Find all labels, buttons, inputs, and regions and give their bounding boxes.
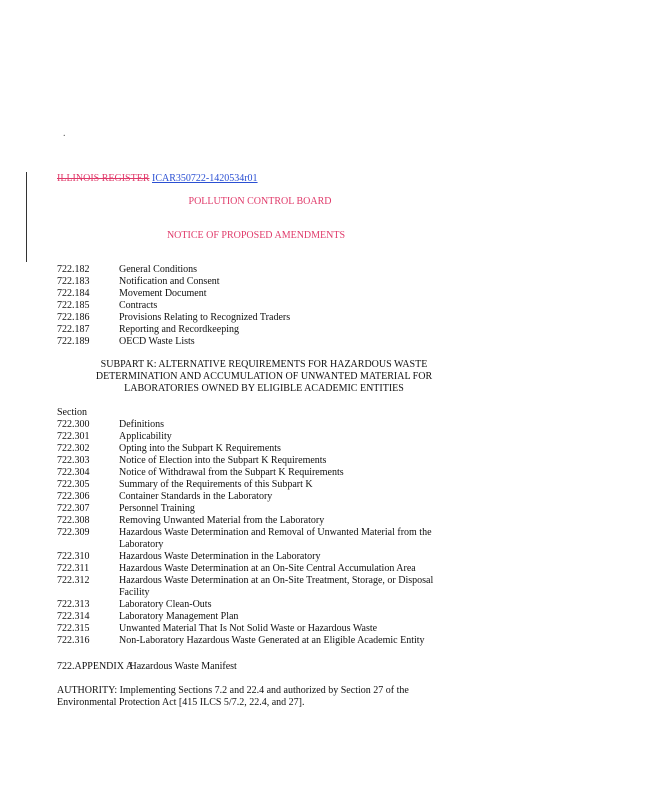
toc-row	[57, 623, 464, 635]
toc-row	[57, 551, 464, 563]
section-number: 722.183	[57, 276, 90, 287]
section-number: 722.301	[57, 431, 90, 442]
section-number: 722.305	[57, 479, 90, 490]
section-number: 722.187	[57, 324, 90, 335]
authority-note: AUTHORITY: Implementing Sections 7.2 and 22.4 and authorized by Section 27 of the Environmental Protection Act [415 ILCS 5/7.2, 22.4, and 27].	[57, 685, 409, 708]
section-title: Laboratory Clean-Outs	[119, 599, 212, 610]
toc-row	[57, 324, 464, 336]
section-title: Notice of Election into the Subpart K Requirements	[119, 455, 327, 466]
section-title: Definitions	[119, 419, 164, 430]
section-title: Non-Laboratory Hazardous Waste Generated at an Eligible Academic Entity	[119, 635, 425, 646]
section-title: Unwanted Material That Is Not Solid Waste or Hazardous Waste	[119, 623, 378, 634]
section-title: Contracts	[119, 300, 158, 311]
agency-heading: POLLUTION CONTROL BOARD	[188, 196, 332, 207]
section-title: Laboratory Management Plan	[119, 611, 239, 622]
section-title: Removing Unwanted Material from the Laboratory	[119, 515, 325, 526]
toc-row	[57, 491, 464, 503]
toc-row	[57, 599, 464, 611]
section-number: 722.307	[57, 503, 90, 514]
section-title: Provisions Relating to Recognized Traders	[119, 312, 291, 323]
register-header	[57, 173, 258, 184]
subpart-k-heading	[78, 359, 450, 395]
section-number: 722.309	[57, 527, 90, 538]
toc-row	[57, 527, 464, 551]
section-number: 722.303	[57, 455, 90, 466]
section-number: 722.308	[57, 515, 90, 526]
section-title: Summary of the Requirements of this Subpart K	[119, 479, 313, 490]
section-title: Applicability	[119, 431, 172, 442]
toc-row	[57, 300, 464, 312]
table-of-contents-subpart-k	[57, 419, 464, 647]
toc-row	[57, 503, 464, 515]
toc-row	[57, 467, 464, 479]
toc-row	[57, 611, 464, 623]
toc-row	[57, 563, 464, 575]
toc-row	[57, 431, 464, 443]
toc-row	[57, 575, 464, 599]
toc-row	[57, 288, 464, 300]
toc-row	[57, 635, 464, 647]
section-number: 722.182	[57, 264, 90, 275]
notice-heading: NOTICE OF PROPOSED AMENDMENTS	[166, 230, 346, 241]
appendix-title: Hazardous Waste Manifest	[129, 661, 237, 672]
subpart-heading-line: LABORATORIES OWNED BY ELIGIBLE ACADEMIC ENTITIES	[124, 383, 404, 394]
section-number: 722.313	[57, 599, 90, 610]
section-title: Hazardous Waste Determination at an On-Site Central Accumulation Area	[119, 563, 416, 574]
section-title: Reporting and Recordkeeping	[119, 324, 239, 335]
section-number: 722.184	[57, 288, 90, 299]
section-number: 722.315	[57, 623, 90, 634]
subpart-heading-line: SUBPART K: ALTERNATIVE REQUIREMENTS FOR HAZARDOUS WASTE	[100, 359, 428, 370]
section-number: 722.314	[57, 611, 90, 622]
section-title: OECD Waste Lists	[119, 336, 195, 347]
toc-row	[57, 479, 464, 491]
section-number: 722.186	[57, 312, 90, 323]
toc-row	[57, 455, 464, 467]
section-title: General Conditions	[119, 264, 198, 275]
section-title: Personnel Training	[119, 503, 195, 514]
section-title: Opting into the Subpart K Requirements	[119, 443, 281, 454]
section-title: Hazardous Waste Determination and Removal of Unwanted Material from the Laboratory	[119, 527, 432, 550]
subpart-heading-line: DETERMINATION AND ACCUMULATION OF UNWANTED MATERIAL FOR	[95, 371, 433, 382]
section-title: Container Standards in the Laboratory	[119, 491, 273, 502]
section-number: 722.311	[57, 563, 90, 574]
toc-row	[57, 312, 464, 324]
section-column-label: Section	[57, 407, 87, 418]
section-number: 722.312	[57, 575, 90, 586]
section-title: Notification and Consent	[119, 276, 220, 287]
section-number: 722.302	[57, 443, 90, 454]
section-number: 722.189	[57, 336, 90, 347]
toc-row	[57, 419, 464, 431]
toc-row	[57, 515, 464, 527]
appendix-number: 722.APPENDIX A	[57, 661, 134, 672]
table-of-contents-top	[57, 264, 464, 348]
section-number: 722.316	[57, 635, 90, 646]
section-number: 722.300	[57, 419, 90, 430]
section-number: 722.304	[57, 467, 90, 478]
register-struck-text: ILLINOIS REGISTER	[57, 173, 150, 184]
section-title: Hazardous Waste Determination in the Laboratory	[119, 551, 321, 562]
appendix-entry	[57, 661, 237, 672]
section-number: 722.306	[57, 491, 90, 502]
register-inserted-text: ICAR350722-1420534r01	[152, 173, 258, 184]
revision-change-bar	[26, 172, 27, 262]
toc-row	[57, 264, 464, 276]
section-title: Movement Document	[119, 288, 207, 299]
stray-mark: .	[63, 128, 66, 139]
section-title: Hazardous Waste Determination at an On-Site Treatment, Storage, or Disposal Facility	[119, 575, 434, 598]
section-number: 722.310	[57, 551, 90, 562]
toc-row	[57, 336, 464, 348]
section-title: Notice of Withdrawal from the Subpart K Requirements	[119, 467, 344, 478]
toc-row	[57, 443, 464, 455]
section-number: 722.185	[57, 300, 90, 311]
toc-row	[57, 276, 464, 288]
